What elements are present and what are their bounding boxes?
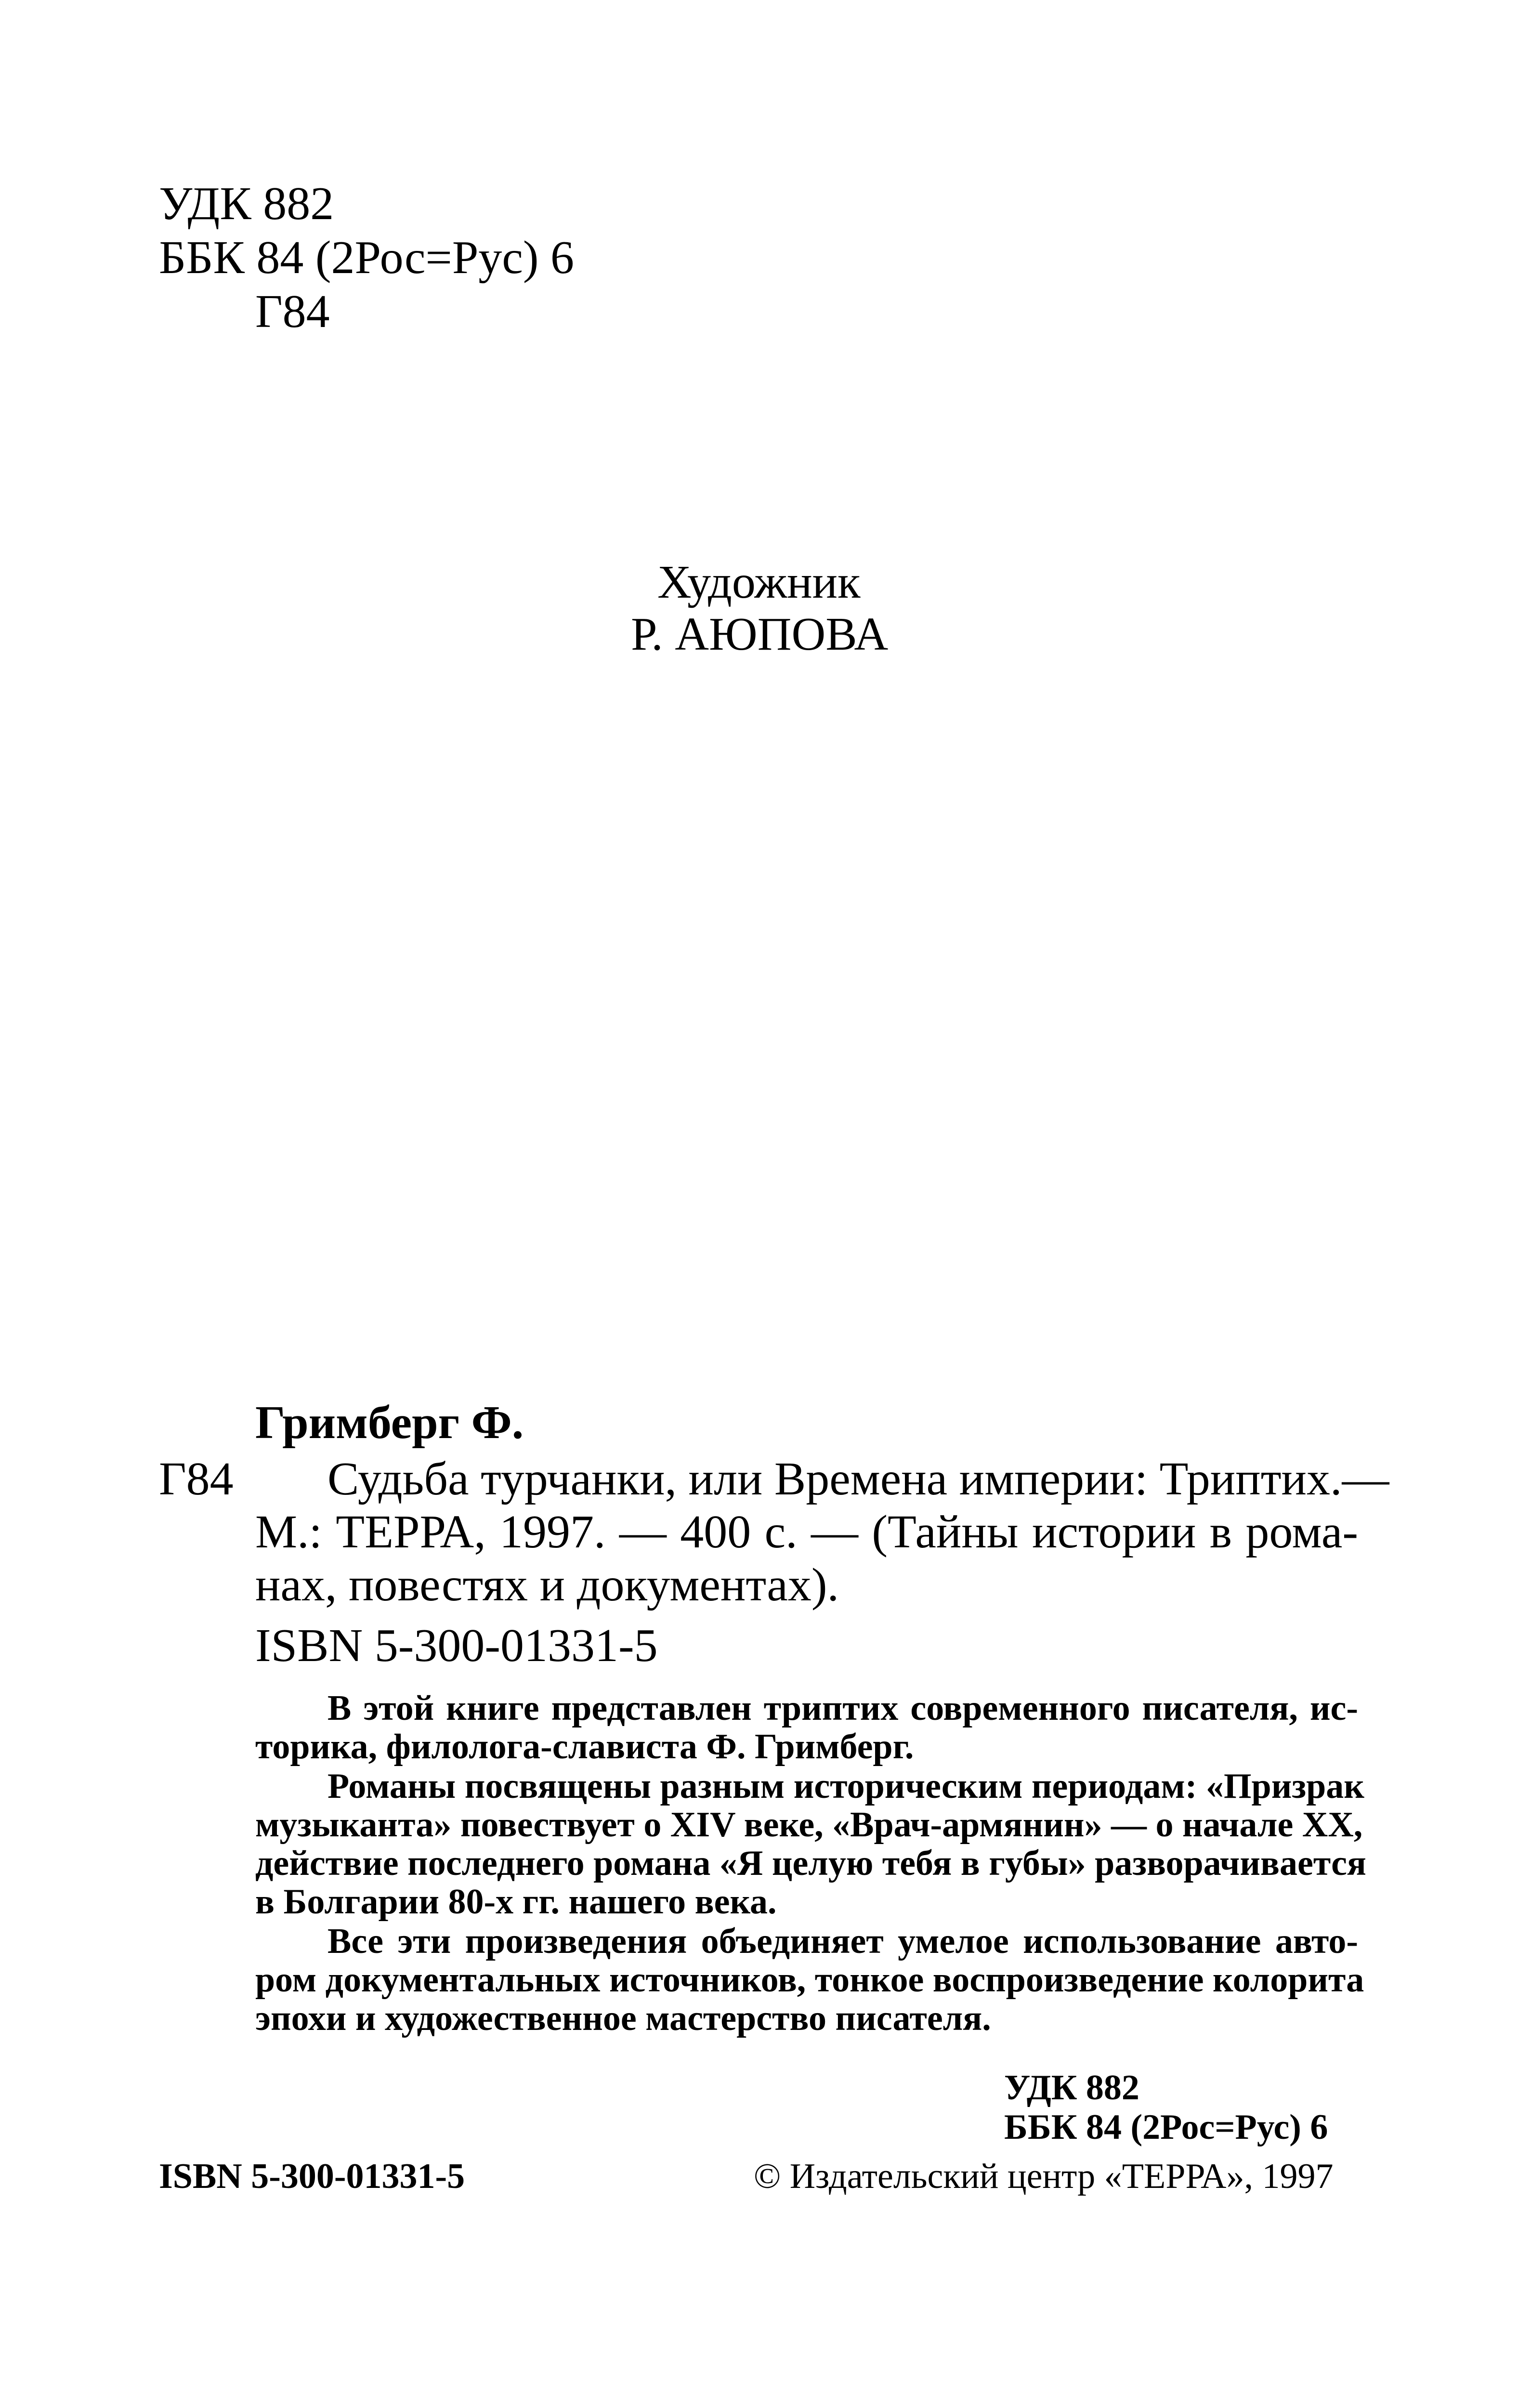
catalog-isbn: ISBN 5-300-01331-5 bbox=[255, 1620, 658, 1672]
catalog-udk: УДК 882 bbox=[1004, 2068, 1139, 2107]
annotation-line: Романы посвящены разным историческим периодам: «Призрак bbox=[327, 1767, 1364, 1806]
annotation-line: ром документальных источников, тонкое воспроизведение колорита bbox=[255, 1960, 1364, 2000]
annotation-line: В этой книге представлен триптих современного писателя, ис- bbox=[327, 1688, 1358, 1728]
annotation-line: в Болгарии 80-х гг. нашего века. bbox=[255, 1882, 777, 1922]
annotation-line: музыканта» повествует о XIV веке, «Врач-армянин» — о начале XX, bbox=[255, 1805, 1363, 1845]
catalog-description-line: Судьба турчанки, или Времена империи: Триптих.— bbox=[327, 1453, 1389, 1505]
footer-copyright: © Издательский центр «ТЕРРА», 1997 bbox=[754, 2157, 1334, 2196]
bbk-header: ББК 84 (2Рос=Рус) 6 bbox=[159, 232, 574, 284]
artist-label: Художник bbox=[657, 556, 861, 608]
annotation-line: эпохи и художественное мастерство писателя. bbox=[255, 1999, 991, 2038]
artist-name: Р. АЮПОВА bbox=[631, 608, 889, 660]
annotation-line: торика, филолога-слависта Ф. Гримберг. bbox=[255, 1727, 914, 1767]
catalog-description-line: нах, повестях и документах). bbox=[255, 1559, 839, 1611]
catalog-code: Г84 bbox=[159, 1453, 234, 1505]
footer-isbn: ISBN 5-300-01331-5 bbox=[159, 2157, 465, 2196]
udk-header: УДК 882 bbox=[159, 178, 334, 230]
annotation-line: Все эти произведения объединяет умелое использование авто- bbox=[327, 1922, 1358, 1961]
catalog-description-line: М.: ТЕРРА, 1997. — 400 с. — (Тайны истории в рома- bbox=[255, 1506, 1358, 1558]
annotation-line: действие последнего романа «Я целую тебя в губы» разворачивается bbox=[255, 1844, 1366, 1883]
catalog-author: Гримберг Ф. bbox=[255, 1397, 524, 1449]
catalog-bbk: ББК 84 (2Рос=Рус) 6 bbox=[1004, 2107, 1328, 2147]
author-code-header: Г84 bbox=[255, 286, 330, 338]
